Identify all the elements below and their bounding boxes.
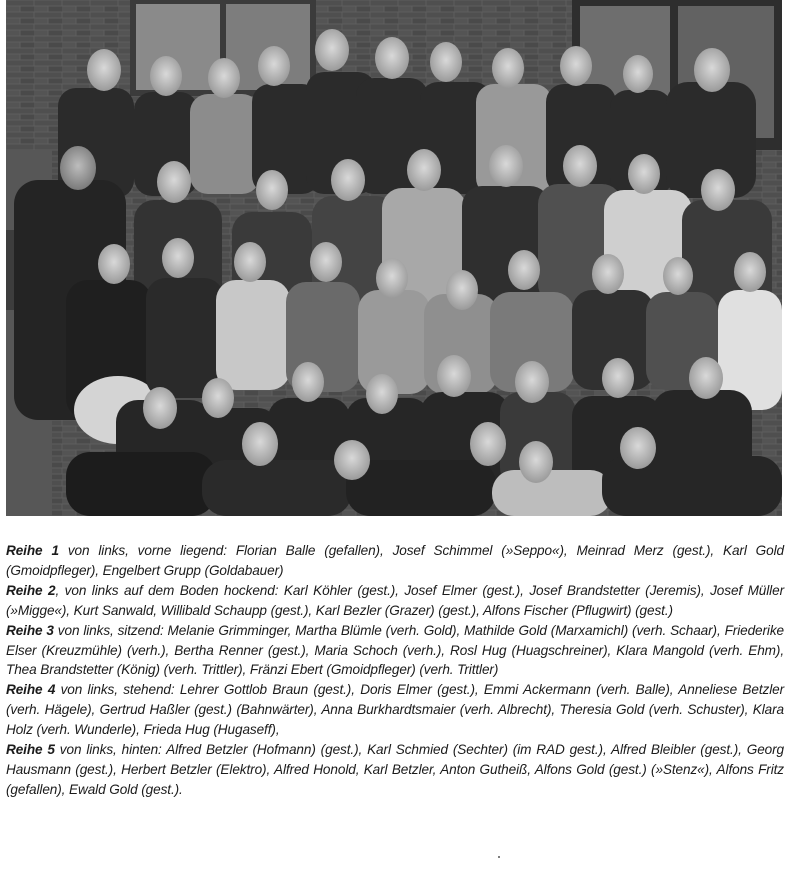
caption-text xyxy=(6,541,784,800)
photo-caption xyxy=(6,541,784,800)
row-names: , von links auf dem Boden hockend: Karl Köhler (gest.), Josef Elmer (gest.), Josef Brandstetter (Jeremis), Josef Müller (»Migge«), Kurt Sanwald, Willibald Schaupp (gest.), Karl Bezler (Grazer) (gest.), Alfons Fischer (Pflugwirt) (gest.) xyxy=(6,582,784,618)
row-label: Reihe 2 xyxy=(6,582,56,598)
row-names: von links, stehend: Lehrer Gottlob Braun (gest.), Doris Elmer (gest.), Emmi Ackermann (verh. Balle), Anneliese Betzler (verh. Hägele), Gertrud Haßler (gest.) (Bahnwärter), Anna Burkhardtsmaier (verh. Albrecht), Theresia Gold (verh. Schuster), Klara Holz (verh. Wunderle), Frieda Hug (Hugaseff), xyxy=(6,682,784,738)
print-speck xyxy=(498,856,500,858)
row-names: von links, hinten: Alfred Betzler (Hofmann) (gest.), Karl Schmied (Sechter) (im RAD gest.), Alfred Bleibler (gest.), Georg Hausmann (gest.), Herbert Betzler (Elektro), Alfred Honold, Karl Betzler, Anton Gutheiß, Alfons Gold (gest.) (»Stenz«), Alfons Fritz (gefallen), Ewald Gold (gest.). xyxy=(6,742,785,797)
row-label: Reihe 1 xyxy=(6,543,59,558)
row-names: von links, sitzend: Melanie Grimminger, Martha Blümle (verh. Gold), Mathilde Gold (Marxamichl) (verh. Schaar), Friederike Elser (Kreuzmühle) (verh.), Bertha Renner (gest.), Maria Schoch (verh.), Rosl Hug (Huagschreiner), Klara Mangold (verh. Ehm), Thea Brandstetter (König) (verh. Trittler), Fränzi Ebert (Gmoidpfleger) (verh. Trittler) xyxy=(6,622,784,678)
class-photo xyxy=(6,0,782,516)
row-label: Reihe 5 xyxy=(6,742,55,758)
row-label: Reihe 3 xyxy=(6,622,54,638)
row-label: Reihe 4 xyxy=(6,682,56,698)
row-names: von links, vorne liegend: Florian Balle (gefallen), Josef Schimmel (»Seppo«), Meinrad Merz (gest.), Karl Gold (Gmoidpfleger), Engelbert Grupp (Goldabauer) xyxy=(6,543,784,578)
